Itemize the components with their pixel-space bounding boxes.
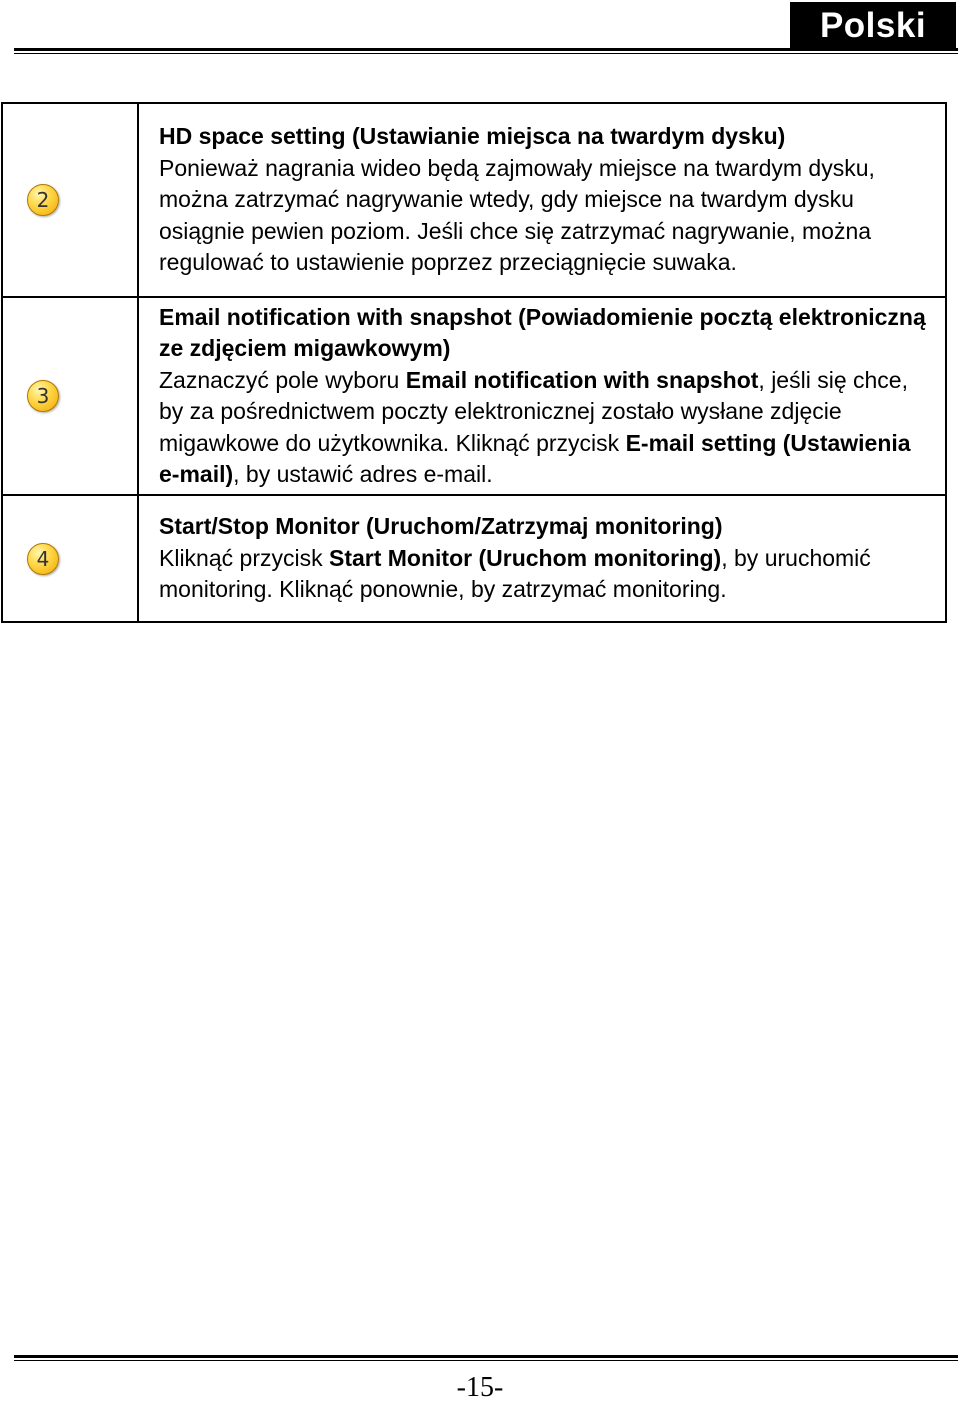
body-text: , jeśli się chce, by za pośrednictwem poczty elektronicznej zostało wysłane zdjęcie migawkowe do użytkownika. Kliknąć przycisk [159, 366, 908, 456]
icon-cell [2, 297, 138, 495]
table-row [2, 297, 946, 495]
button-name: E-mail setting (Ustawienia e-mail) [159, 429, 911, 487]
section-heading: HD space setting (Ustawianie miejsca na twardym dysku) [159, 123, 786, 150]
language-badge: Polski [790, 2, 956, 49]
icon-cell [2, 495, 138, 622]
text-cell [138, 495, 946, 622]
icon-cell [2, 103, 138, 297]
body-text: Kliknąć przycisk [159, 544, 329, 571]
option-name: Email notification with snapshot [405, 366, 759, 393]
number-3-icon: 3 [27, 380, 59, 412]
button-name: Start Monitor (Uruchom monitoring) [328, 544, 722, 571]
section-heading: Email notification with snapshot (Powiadomienie pocztą elektroniczną ze zdjęciem migawkowym) [159, 303, 926, 361]
text-cell [138, 103, 946, 297]
number-2-icon: 2 [27, 184, 59, 216]
section-heading: Start/Stop Monitor (Uruchom/Zatrzymaj monitoring) [159, 513, 723, 540]
text-cell [138, 297, 946, 495]
body-text: , by ustawić adres e-mail. [233, 461, 493, 487]
body-text: Zaznaczyć pole wyboru [159, 366, 406, 393]
table-row [2, 495, 946, 622]
body-text: , by uruchomić monitoring. Kliknąć ponownie, by zatrzymać monitoring. [159, 544, 871, 603]
page-number: -15- [456, 1372, 504, 1403]
instructions-table [1, 102, 947, 623]
footer-rule [14, 1355, 958, 1361]
number-4-icon: 4 [27, 543, 59, 575]
section-body: Ponieważ nagrania wideo będą zajmowały miejsce na twardym dysku, można zatrzymać nagrywanie wtedy, gdy miejsce na twardym dysku osiągnie pewien poziom. Jeśli chce się zatrzymać nagrywanie, można regulować to ustawienie poprzez przeciągnięcie suwaka. [159, 154, 875, 276]
table-row [2, 103, 946, 297]
header-rule [14, 48, 958, 54]
section-body [159, 365, 937, 491]
section-body [159, 543, 937, 606]
